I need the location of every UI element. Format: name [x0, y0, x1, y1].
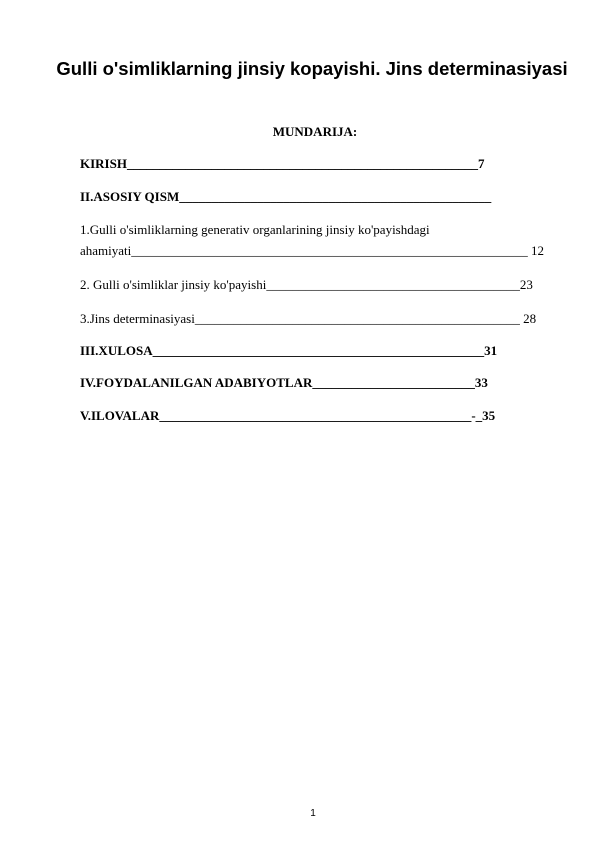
- toc-entry-generativ-organlar-line1: 1.Gulli o'simliklarning generativ organlarining jinsiy ko'payishdagi: [80, 222, 430, 237]
- toc-entry-ilovalar: V.ILOVALAR________________________________________________-_35: [80, 408, 496, 423]
- toc-entry-generativ-organlar-line2: ahamiyati_____________________________________________________________ 12: [80, 243, 545, 258]
- toc-entry-adabiyotlar: IV.FOYDALANILGAN ADABIYOTLAR_________________________33: [80, 375, 488, 390]
- document-title: Gulli o'simliklarning jinsiy kopayishi. Jins determinasiyasi: [56, 58, 568, 79]
- contents-heading: MUNDARIJA:: [272, 124, 358, 139]
- toc-entry-jinsiy-kopayishi: 2. Gulli o'simliklar jinsiy ko'payishi_______________________________________23: [80, 277, 533, 292]
- toc-entry-asosiy-qism: II.ASOSIY QISM________________________________________________: [80, 189, 492, 204]
- page-number: 1: [310, 808, 316, 819]
- toc-entry-xulosa: III.XULOSA___________________________________________________31: [80, 343, 498, 358]
- toc-entry-kirish: KIRISH______________________________________________________7: [80, 156, 485, 171]
- toc-entry-jins-determinasiyasi: 3.Jins determinasiyasi__________________________________________________ 28: [80, 311, 537, 326]
